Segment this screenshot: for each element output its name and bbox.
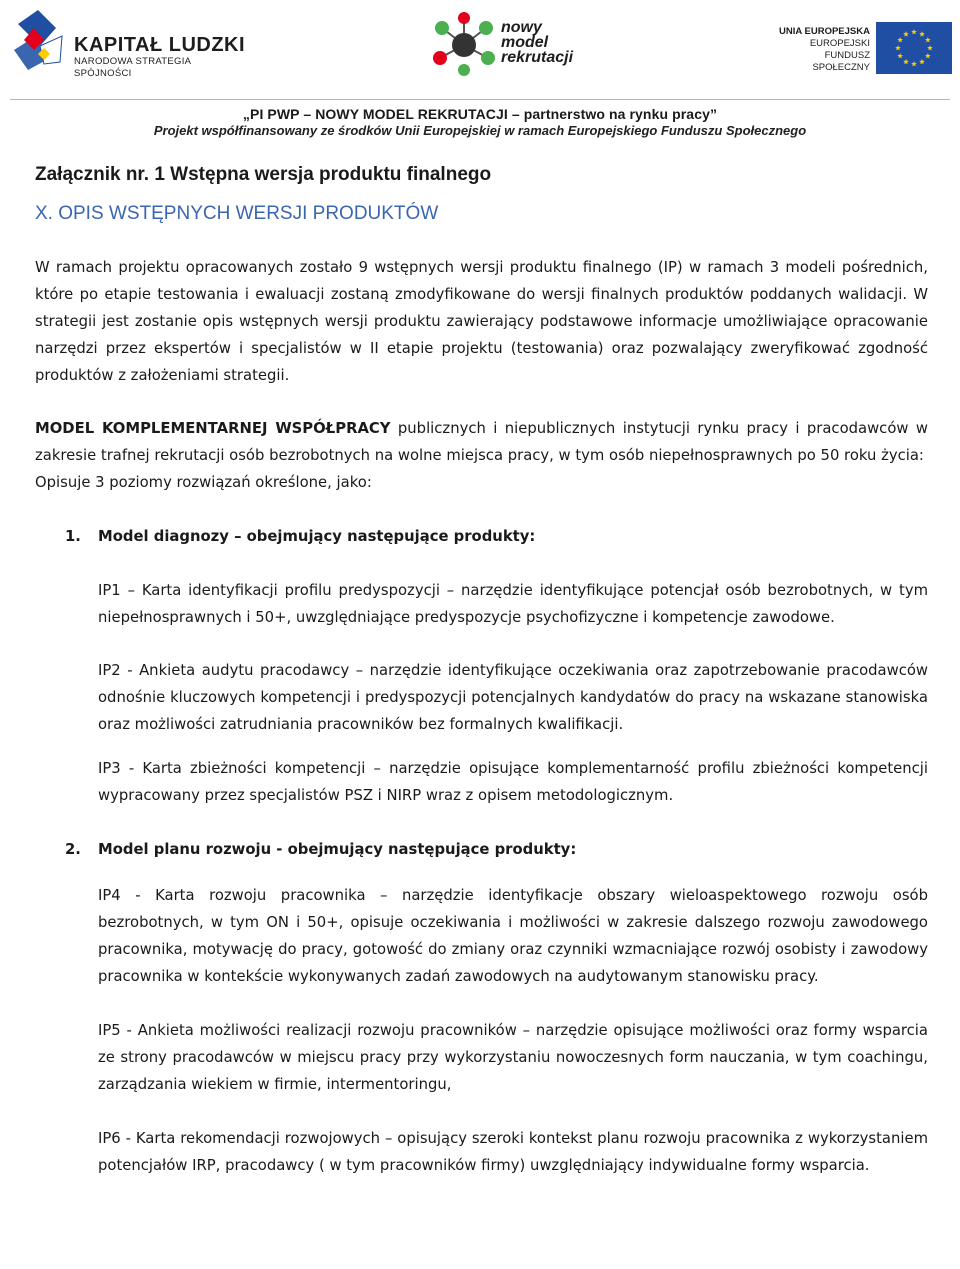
kapital-ludzki-emblem-icon bbox=[10, 6, 72, 86]
product-ip1: IP1 – Karta identyfikacji profilu predyspozycji – narzędzie identyfikujące potencjał osób bezrobotnych, w tym niepełnosprawnych i 50+, uwzględniające predyspozycje psychofizyczne i kompetencje zawodowe. bbox=[98, 582, 928, 626]
product-ip4: IP4 - Karta rozwoju pracownika – narzędzie identyfikacje obszary wieloaspektowego rozwoju osób bezrobotnych, w tym ON i 50+, opisuje oczekiwania i możliwości w zakresie dalszego rozwoju zawodowego pracownika, motywację do pracy, gotowość do zmiany oraz czynniki wzmacniające rozwój osobisty i zawodowy pracownika w kontekście wykonywanych zadań zawodowych na audytowanym stanowisku pracy. bbox=[98, 887, 928, 985]
document-body bbox=[35, 160, 928, 1179]
list-heading-1 bbox=[35, 523, 928, 550]
project-subtitle: Projekt współfinansowany ze środków Unii Europejskiej w ramach Europejskiego Funduszu Społecznego bbox=[153, 123, 807, 138]
molecule-people-icon bbox=[428, 12, 500, 78]
levels-intro: Opisuje 3 poziomy rozwiązań określone, jako: bbox=[35, 474, 372, 491]
list-number: 1. bbox=[65, 528, 81, 545]
eu-logo bbox=[770, 22, 956, 74]
product-ip2: IP2 - Ankieta audytu pracodawcy – narzędzie identyfikujące oczekiwania oraz zapotrzebowanie pracodawców odnośnie kluczowych kompetencji i predyspozycji potencjalnych kandydatów do pracy na wskazane stanowiska oraz możliwości zatrudniania pracowników bez formalnych kwalifikacji. bbox=[98, 662, 928, 733]
product-ip6: IP6 - Karta rekomendacji rozwojowych – opisujący szeroki kontekst planu rozwoju pracownika z wykorzystaniem potencjałów IRP, pracodawcy ( w tym pracowników firmy) uwzględniający indywidualne formy wsparcia. bbox=[98, 1130, 928, 1174]
eu-line-2: EUROPEJSKI bbox=[809, 38, 870, 49]
list-heading-2 bbox=[35, 836, 928, 863]
nowy-model-rekrutacji-text bbox=[501, 20, 573, 65]
project-title: „PI PWP – NOWY MODEL REKRUTACJI – partnerstwo na rynku pracy” bbox=[242, 106, 718, 122]
eu-line-1: UNIA EUROPEJSKA bbox=[779, 26, 870, 37]
list-number: 2. bbox=[65, 841, 81, 858]
product-ip3: IP3 - Karta zbieżności kompetencji – narzędzie opisujące komplementarność profilu zbieżności kompetencji wypracowany przez specjalistów PSZ i NIRP wraz z opisem metodologicznym. bbox=[98, 760, 928, 804]
list-label: Model diagnozy – obejmujący następujące produkty: bbox=[98, 528, 536, 545]
model-description: publicznych i niepublicznych instytucji rynku pracy i pracodawców w zakresie trafnej rekrutacji osób bezrobotnych na wolne miejsca pracy, w tym osób niepełnosprawnych po 50 roku życia: bbox=[35, 420, 928, 464]
header-divider bbox=[10, 99, 950, 100]
product-ip5: IP5 - Ankieta możliwości realizacji rozwoju pracowników – narzędzie opisujące możliwości oraz formy wsparcia ze strony pracodawców w miejscu pracy przy wykorzystaniu nowoczesnych form nauczania, w tym coachingu, zarządzania wiekiem w firmie, intermentoringu, bbox=[98, 1022, 928, 1093]
rekrutacji-word: rekrutacji bbox=[501, 49, 574, 66]
kapital-ludzki-subtitle: NARODOWA STRATEGIA SPÓJNOŚCI bbox=[74, 56, 191, 79]
eu-line-3: FUNDUSZ SPOŁECZNY bbox=[812, 50, 870, 73]
intro-paragraph: W ramach projektu opracowanych zostało 9 wstępnych wersji produktu finalnego (IP) w ramach 3 modeli pośrednich, które po etapie testowania i ewaluacji zostaną zmodyfikowane do wersji finalnych produktów poddanych walidacji. W strategii jest zostanie opis wstępnych wersji produktu zawierający podstawowe informacje umożliwiające opracowanie narzędzi przez ekspertów i specjalistów w II etapie projektu (testowania) oraz pozwalający zweryfikować zgodność produktów z założeniami strategii. bbox=[35, 259, 928, 384]
kapital-ludzki-title: KAPITAŁ LUDZKI bbox=[74, 34, 246, 56]
kapital-ludzki-logo bbox=[10, 6, 250, 86]
nowy-model-rekrutacji-logo bbox=[428, 12, 588, 78]
list-label: Model planu rozwoju - obejmujący następujące produkty: bbox=[98, 841, 577, 858]
annex-title: Załącznik nr. 1 Wstępna wersja produktu finalnego bbox=[35, 164, 492, 185]
nowy-word: nowy bbox=[501, 19, 542, 36]
model-word: model bbox=[501, 34, 549, 51]
model-title: MODEL KOMPLEMENTARNEJ WSPÓŁPRACY bbox=[35, 420, 391, 437]
page-header bbox=[0, 0, 960, 140]
eu-flag-icon bbox=[876, 22, 952, 74]
eu-logo-text bbox=[770, 26, 870, 74]
section-title: X. OPIS WSTĘPNYCH WERSJI PRODUKTÓW bbox=[35, 203, 439, 224]
model-paragraph bbox=[35, 415, 928, 469]
